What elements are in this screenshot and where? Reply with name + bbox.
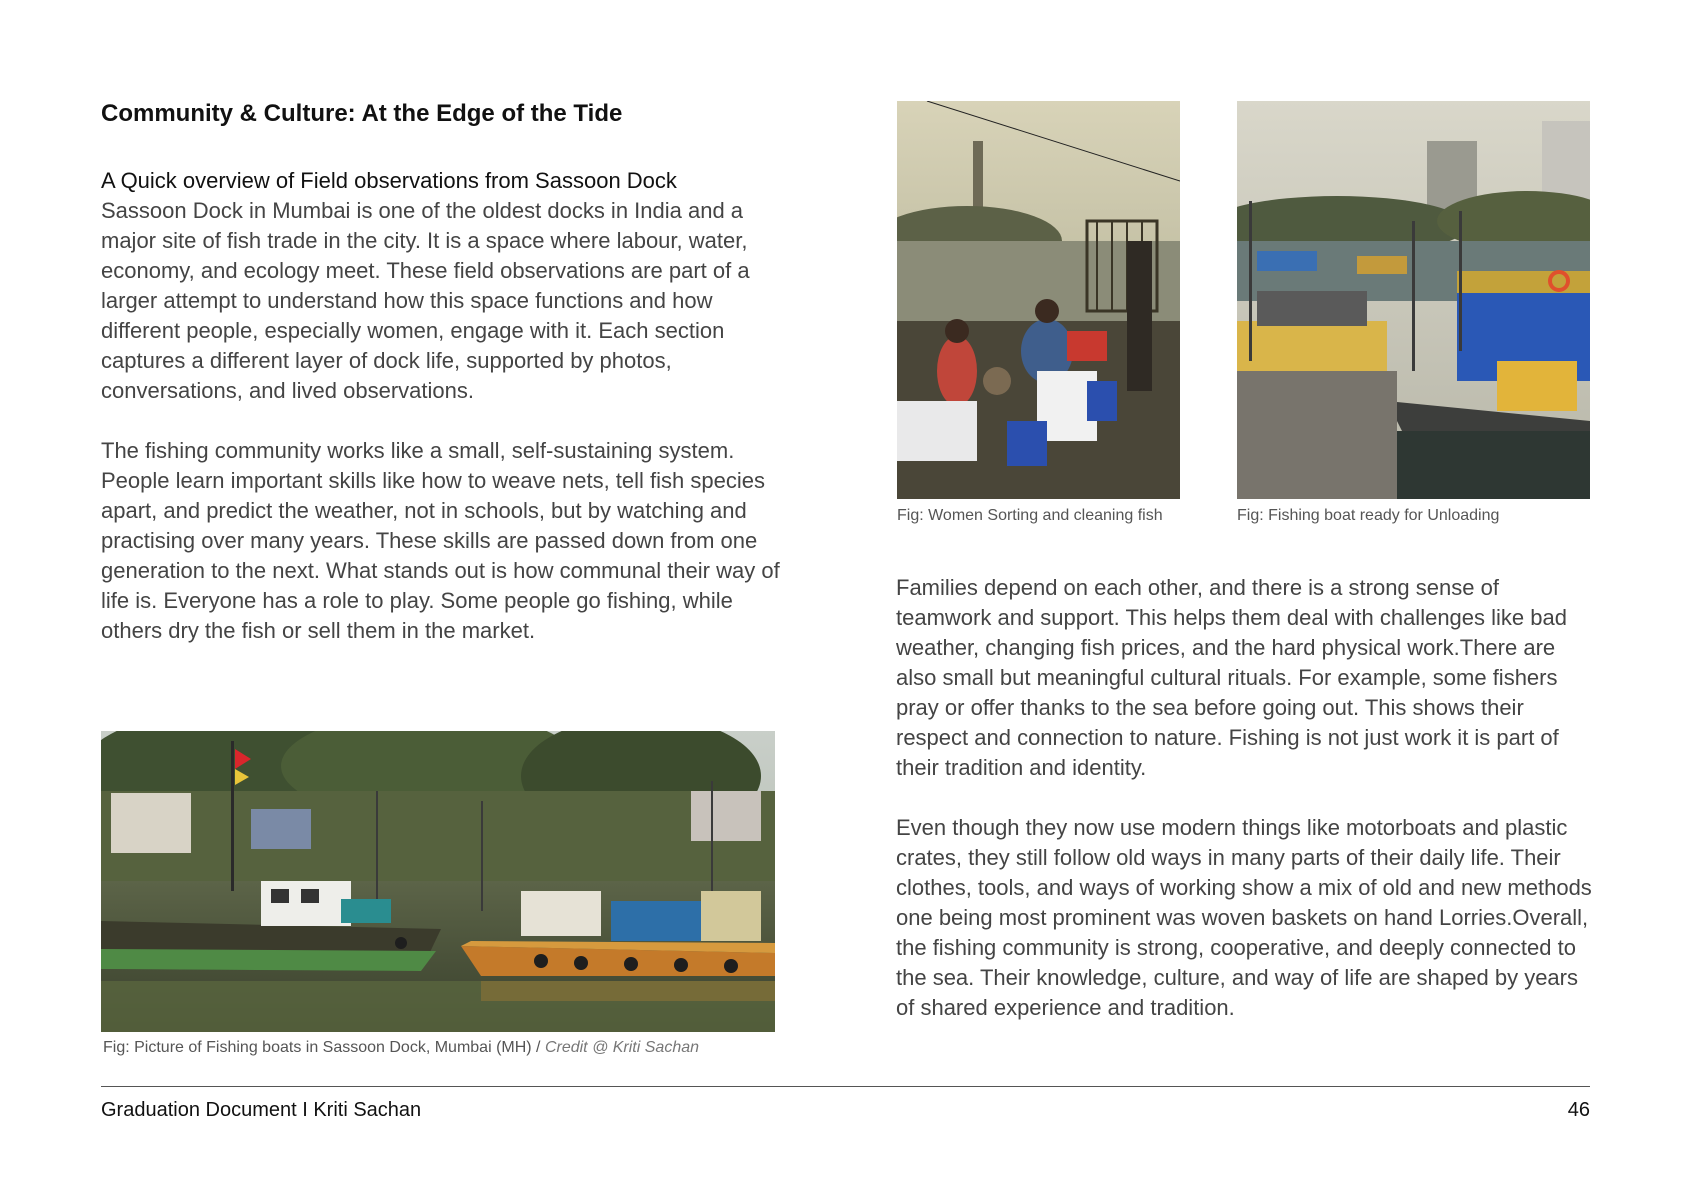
footer-document-title: Graduation Document I Kriti Sachan: [101, 1099, 422, 1121]
women-sorting-fish-photo: [897, 101, 1180, 499]
families-paragraph: Families depend on each other, and there is a strong sense of teamwork and support. This helps them deal with challenges like bad weather, changing fish prices, and the hard physical work.There are also small but meaningful cultural rituals. For example, some fishers pray or offer thanks to the sea before going out. This shows their respect and connection to nature. Fishing is not just work it is part of their tradition and identity.: [896, 575, 1567, 780]
fishing-boats-caption-text: Fig: Picture of Fishing boats in Sassoon Dock, Mumbai (MH) /: [103, 1039, 545, 1056]
page-title: Community & Culture: At the Edge of the Tide: [101, 100, 623, 127]
boat-unloading-caption: Fig: Fishing boat ready for Unloading: [1237, 507, 1500, 524]
intro-heading: A Quick overview of Field observations from Sassoon Dock: [101, 168, 677, 193]
fishing-boat-unloading-photo: [1237, 101, 1590, 499]
page-number: 46: [1567, 1099, 1590, 1121]
modern-things-paragraph: Even though they now use modern things like motorboats and plastic crates, they still follow old ways in many parts of their daily life. Their clothes, tools, and ways of working show a mix of old and new methods one being most prominent was woven baskets on hand Lorries.Overall, the fishing community is strong, cooperative, and deeply connected to the sea. Their knowledge, culture, and way of life are shaped by years of shared experience and tradition.: [896, 815, 1592, 1020]
footer-divider: [101, 1086, 1590, 1087]
intro-paragraph: Sassoon Dock in Mumbai is one of the oldest docks in India and a major site of fish trade in the city. It is a space where labour, water, economy, and ecology meet. These field observations are part of a larger attempt to understand how this space functions and how different people, especially women, engage with it. Each section captures a different layer of dock life, supported by photos, conversations, and lived observations.: [101, 198, 750, 403]
community-paragraph: The fishing community works like a small, self-sustaining system. People learn important skills like how to weave nets, tell fish species apart, and predict the weather, not in schools, but by watching and practising over many years. These skills are passed down from one generation to the next. What stands out is how communal their way of life is. Everyone has a role to play. Some people go fishing, while others dry the fish or sell them in the market.: [101, 438, 780, 643]
left-column: [101, 166, 781, 646]
women-sorting-caption: Fig: Women Sorting and cleaning fish: [897, 507, 1163, 524]
fishing-boats-photo: [101, 731, 775, 1032]
photo-credit: Credit @ Kriti Sachan: [544, 1039, 700, 1056]
right-column: [896, 573, 1596, 1023]
fishing-boats-caption: [103, 1039, 699, 1057]
